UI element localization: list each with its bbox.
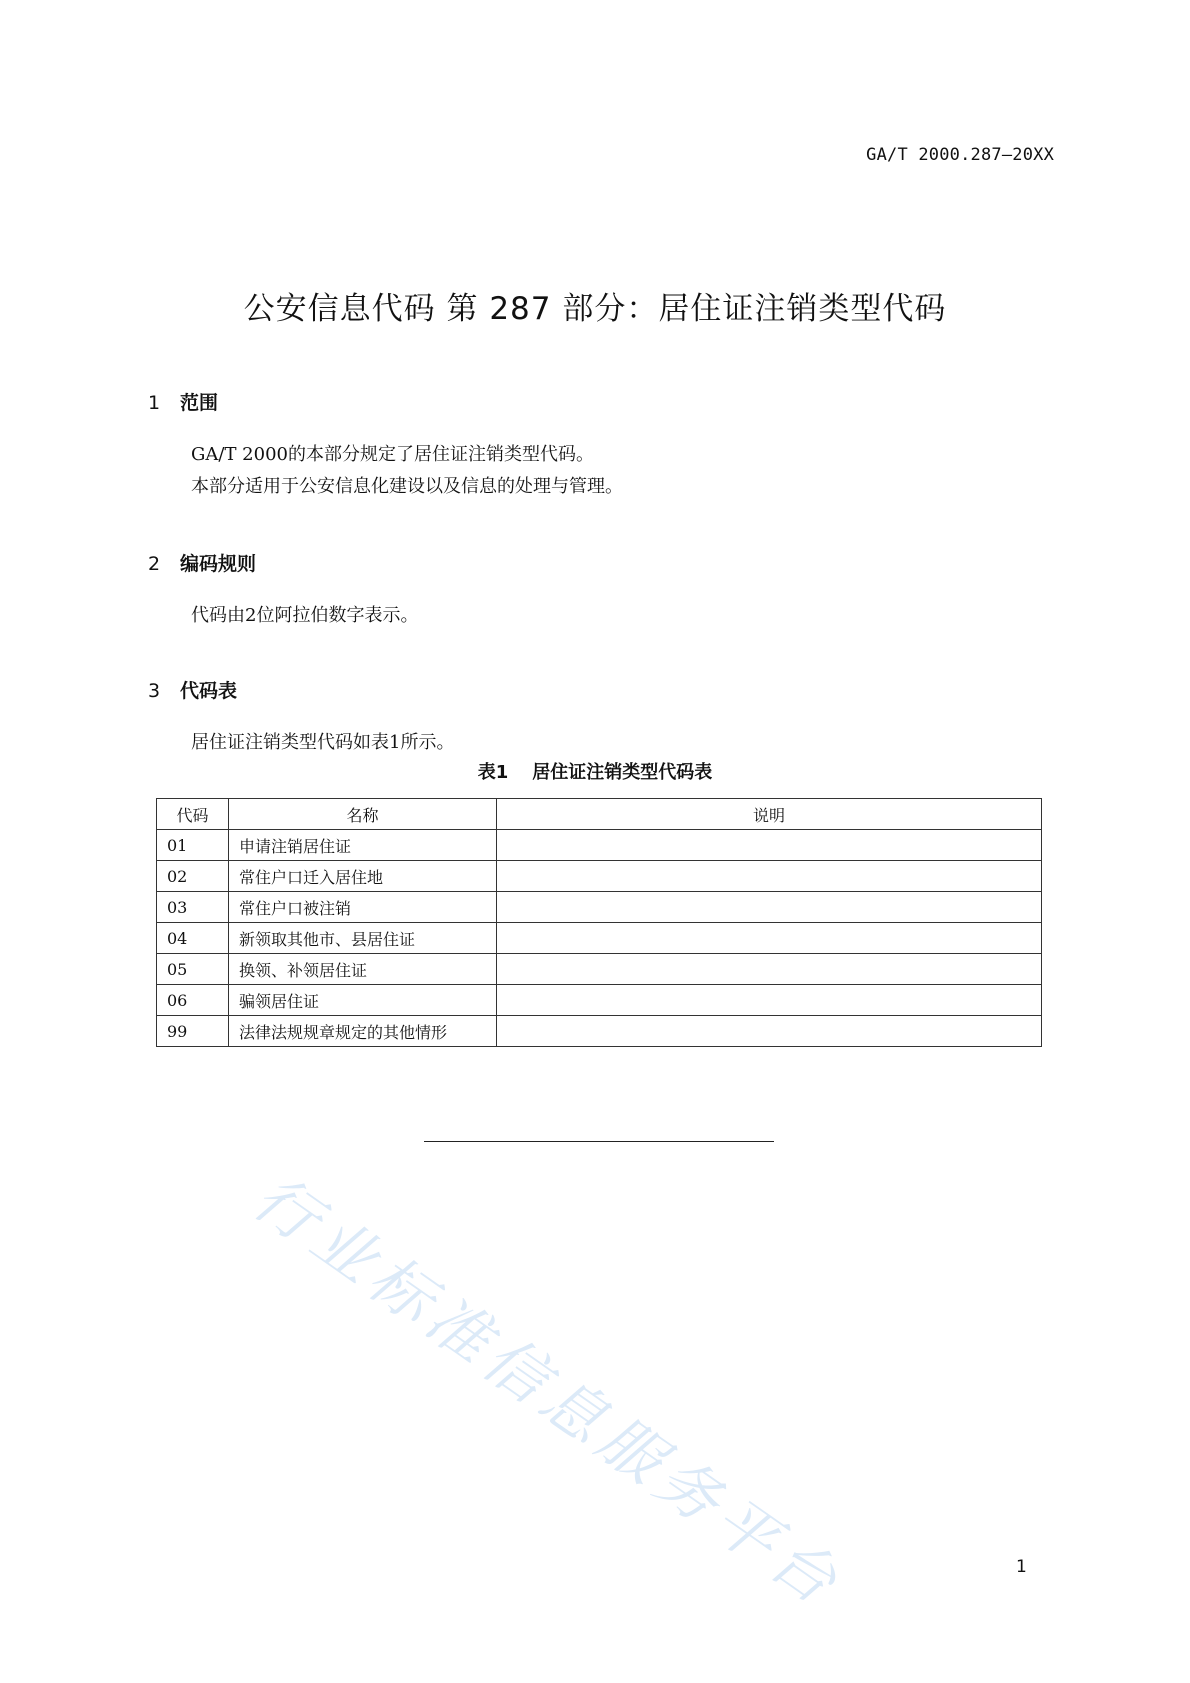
cell-description	[497, 861, 1042, 892]
cell-code: 02	[157, 861, 229, 892]
table-row	[157, 892, 1042, 923]
paragraph: 居住证注销类型代码如表1所示。	[191, 732, 455, 753]
document-code: GA/T 2000.287—20XX	[866, 145, 1054, 165]
table-row	[157, 923, 1042, 954]
section-number: 2	[148, 553, 161, 575]
cell-name: 骗领居住证	[229, 985, 497, 1016]
table-header-row	[157, 799, 1042, 830]
cell-code: 06	[157, 985, 229, 1016]
cell-code: 05	[157, 954, 229, 985]
section-title: 范围	[180, 392, 219, 414]
paragraph: 代码由2位阿拉伯数字表示。	[191, 605, 419, 626]
table-row	[157, 861, 1042, 892]
section-heading-scope	[148, 388, 218, 415]
table-row	[157, 1016, 1042, 1047]
cell-name: 常住户口迁入居住地	[229, 861, 497, 892]
table-caption-text: 居住证注销类型代码表	[532, 762, 713, 783]
page-number: 1	[1016, 1557, 1027, 1577]
table-row	[157, 985, 1042, 1016]
table-row	[157, 954, 1042, 985]
cell-description	[497, 1016, 1042, 1047]
cell-name: 常住户口被注销	[229, 892, 497, 923]
paragraph: GA/T 2000的本部分规定了居住证注销类型代码。	[191, 444, 594, 465]
cell-name: 新领取其他市、县居住证	[229, 923, 497, 954]
cell-code: 03	[157, 892, 229, 923]
paragraph: 本部分适用于公安信息化建设以及信息的处理与管理。	[191, 476, 623, 497]
cell-description	[497, 923, 1042, 954]
cell-description	[497, 985, 1042, 1016]
cell-description	[497, 954, 1042, 985]
cell-code: 99	[157, 1016, 229, 1047]
section-title: 编码规则	[180, 553, 257, 575]
column-header-name: 名称	[229, 799, 497, 830]
column-header-code: 代码	[157, 799, 229, 830]
page-title: 公安信息代码 第 287 部分：居住证注销类型代码	[243, 290, 947, 327]
section-number: 3	[148, 680, 161, 702]
cell-code: 04	[157, 923, 229, 954]
section-heading-coding-rules	[148, 549, 256, 576]
section-number: 1	[148, 392, 161, 414]
section-title: 代码表	[180, 680, 238, 702]
code-table	[156, 798, 1042, 1047]
section-heading-code-table	[148, 676, 237, 703]
end-divider	[424, 1141, 774, 1142]
cell-description	[497, 830, 1042, 861]
watermark: 行业标准信息服务平台	[240, 1160, 856, 1622]
cell-name: 法律法规规章规定的其他情形	[229, 1016, 497, 1047]
table-caption	[0, 758, 1190, 784]
column-header-description: 说明	[497, 799, 1042, 830]
table-label: 表1	[477, 762, 509, 783]
cell-name: 换领、补领居住证	[229, 954, 497, 985]
cell-code: 01	[157, 830, 229, 861]
cell-description	[497, 892, 1042, 923]
table-row	[157, 830, 1042, 861]
cell-name: 申请注销居住证	[229, 830, 497, 861]
